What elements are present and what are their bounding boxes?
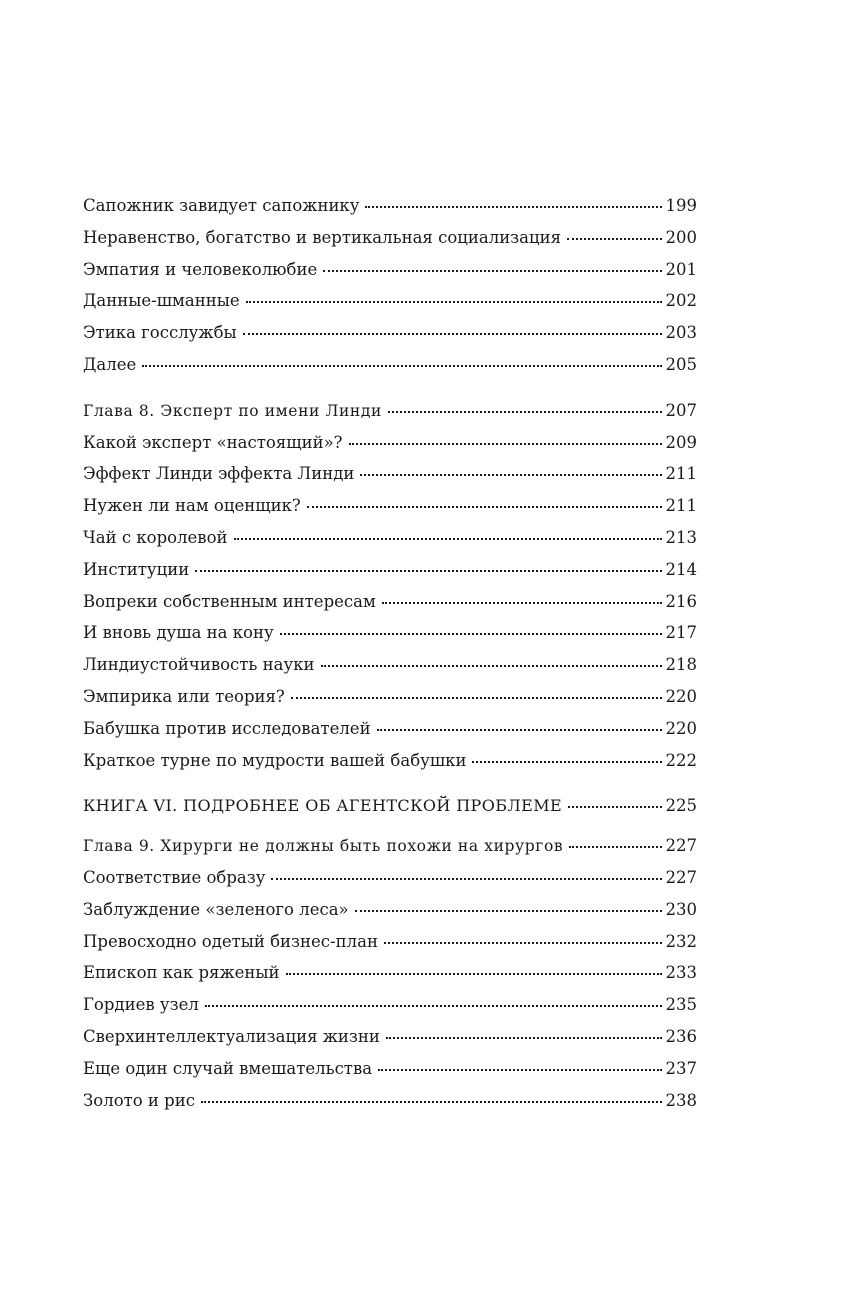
toc-entry-page: 214 <box>665 559 697 579</box>
toc-entry[interactable] <box>83 586 697 618</box>
section-spacer <box>83 822 697 830</box>
table-of-contents <box>83 190 697 1116</box>
chapter-title: Глава 8. Эксперт по имени Линди <box>83 401 382 420</box>
dot-leader <box>234 538 662 540</box>
toc-entry-page: 200 <box>665 227 697 247</box>
dot-leader <box>323 270 661 272</box>
toc-entry-title: Золото и рис <box>83 1090 195 1110</box>
toc-entry-title: Эмпирика или теория? <box>83 686 285 706</box>
toc-entry-title: Соответствие образу <box>83 867 266 887</box>
toc-entry[interactable] <box>83 222 697 254</box>
toc-entry-title: Институции <box>83 559 190 579</box>
toc-entry-title: Краткое турне по мудрости вашей бабушки <box>83 750 467 770</box>
toc-entry[interactable] <box>83 617 697 649</box>
toc-entry-title: Превосходно одетый бизнес-план <box>83 931 378 951</box>
toc-entry-title: Чай с королевой <box>83 527 228 547</box>
toc-entry-page: 218 <box>665 655 697 675</box>
toc-entry-page: 237 <box>665 1058 697 1078</box>
chapter-page: 207 <box>665 400 697 420</box>
toc-entry-title: Еще один случай вмешательства <box>83 1058 373 1078</box>
toc-entry[interactable] <box>83 1053 697 1085</box>
toc-entry[interactable] <box>83 926 697 958</box>
toc-entry-title: Неравенство, богатство и вертикальная социализация <box>83 227 562 247</box>
dot-leader <box>568 806 661 808</box>
toc-entry[interactable] <box>83 894 697 926</box>
toc-chapter-9[interactable] <box>83 830 697 862</box>
dot-leader <box>142 365 661 367</box>
toc-entry[interactable] <box>83 554 697 586</box>
dot-leader <box>195 570 661 572</box>
toc-entry[interactable] <box>83 1085 697 1117</box>
toc-entry[interactable] <box>83 1021 697 1053</box>
dot-leader <box>377 729 662 731</box>
book-title: КНИГА VI. ПОДРОБНЕЕ ОБ АГЕНТСКОЙ ПРОБЛЕМЕ <box>83 796 563 816</box>
toc-entry-page: 202 <box>665 291 697 311</box>
section-spacer <box>83 381 697 395</box>
toc-entry-title: Этика госслужбы <box>83 323 237 343</box>
toc-entry[interactable] <box>83 989 697 1021</box>
dot-leader <box>349 443 662 445</box>
dot-leader <box>365 206 661 208</box>
toc-entry[interactable] <box>83 957 697 989</box>
toc-entry-title: Данные-шманные <box>83 291 240 311</box>
toc-entry-page: 216 <box>665 591 697 611</box>
dot-leader <box>355 910 662 912</box>
dot-leader <box>472 761 661 763</box>
toc-entry[interactable] <box>83 190 697 222</box>
toc-entry[interactable] <box>83 713 697 745</box>
toc-entry-page: 220 <box>665 718 697 738</box>
toc-entry-page: 205 <box>665 354 697 374</box>
toc-entry-title: Какой эксперт «настоящий»? <box>83 432 343 452</box>
toc-entry-title: Сверхинтеллектуализация жизни <box>83 1026 380 1046</box>
toc-entry-page: 238 <box>665 1090 697 1110</box>
toc-entry-page: 232 <box>665 931 697 951</box>
toc-entry-page: 230 <box>665 899 697 919</box>
toc-entry[interactable] <box>83 745 697 777</box>
dot-leader <box>307 506 662 508</box>
toc-entry-page: 213 <box>665 527 697 547</box>
toc-entry-title: Нужен ли нам оценщик? <box>83 496 301 516</box>
toc-entry[interactable] <box>83 427 697 459</box>
toc-entry-page: 217 <box>665 623 697 643</box>
toc-entry-page: 209 <box>665 432 697 452</box>
dot-leader <box>384 942 662 944</box>
toc-entry-page: 235 <box>665 995 697 1015</box>
toc-entry-page: 211 <box>665 464 697 484</box>
dot-leader <box>243 333 662 335</box>
toc-entry-title: И вновь душа на кону <box>83 623 274 643</box>
toc-entry[interactable] <box>83 649 697 681</box>
dot-leader <box>321 665 662 667</box>
toc-entry-page: 211 <box>665 496 697 516</box>
toc-entry[interactable] <box>83 862 697 894</box>
toc-entry-title: Далее <box>83 354 137 374</box>
dot-leader <box>569 846 661 848</box>
book-page: 225 <box>665 796 697 816</box>
toc-entry[interactable] <box>83 490 697 522</box>
dot-leader <box>386 1037 662 1039</box>
chapter-title: Глава 9. Хирурги не должны быть похожи на хирургов <box>83 837 564 856</box>
chapter-page: 227 <box>665 836 697 856</box>
dot-leader <box>360 474 661 476</box>
toc-entry[interactable] <box>83 317 697 349</box>
toc-entry-page: 222 <box>665 750 697 770</box>
toc-entry-title: Епископ как ряженый <box>83 963 280 983</box>
toc-entry[interactable] <box>83 522 697 554</box>
toc-entry[interactable] <box>83 681 697 713</box>
dot-leader <box>205 1005 662 1007</box>
toc-entry-page: 233 <box>665 963 697 983</box>
dot-leader <box>286 973 662 975</box>
toc-entry-page: 236 <box>665 1026 697 1046</box>
dot-leader <box>201 1101 662 1103</box>
toc-entry[interactable] <box>83 285 697 317</box>
toc-entry-page: 220 <box>665 686 697 706</box>
dot-leader <box>567 238 661 240</box>
toc-chapter-8[interactable] <box>83 395 697 427</box>
toc-entry-title: Заблуждение «зеленого леса» <box>83 899 349 919</box>
toc-entry-title: Эффект Линди эффекта Линди <box>83 464 355 484</box>
toc-entry-page: 203 <box>665 323 697 343</box>
dot-leader <box>280 633 662 635</box>
section-spacer <box>83 776 697 790</box>
dot-leader <box>388 411 662 413</box>
toc-entry-title: Бабушка против исследователей <box>83 718 371 738</box>
toc-entry-title: Вопреки собственным интересам <box>83 591 376 611</box>
toc-entry-title: Линдиустойчивость науки <box>83 655 315 675</box>
dot-leader <box>382 602 662 604</box>
toc-entry-title: Сапожник завидует сапожнику <box>83 196 360 215</box>
toc-entry[interactable] <box>83 458 697 490</box>
toc-entry-title: Эмпатия и человеколюбие <box>83 259 318 279</box>
dot-leader <box>246 301 662 303</box>
dot-leader <box>271 878 661 880</box>
toc-entry-page: 199 <box>665 196 697 215</box>
dot-leader <box>291 697 662 699</box>
toc-entry-page: 227 <box>665 867 697 887</box>
dot-leader <box>378 1069 661 1071</box>
toc-entry-title: Гордиев узел <box>83 995 199 1015</box>
toc-entry[interactable] <box>83 349 697 381</box>
toc-entry-page: 201 <box>665 259 697 279</box>
toc-book-6[interactable] <box>83 790 697 822</box>
toc-entry[interactable] <box>83 254 697 286</box>
